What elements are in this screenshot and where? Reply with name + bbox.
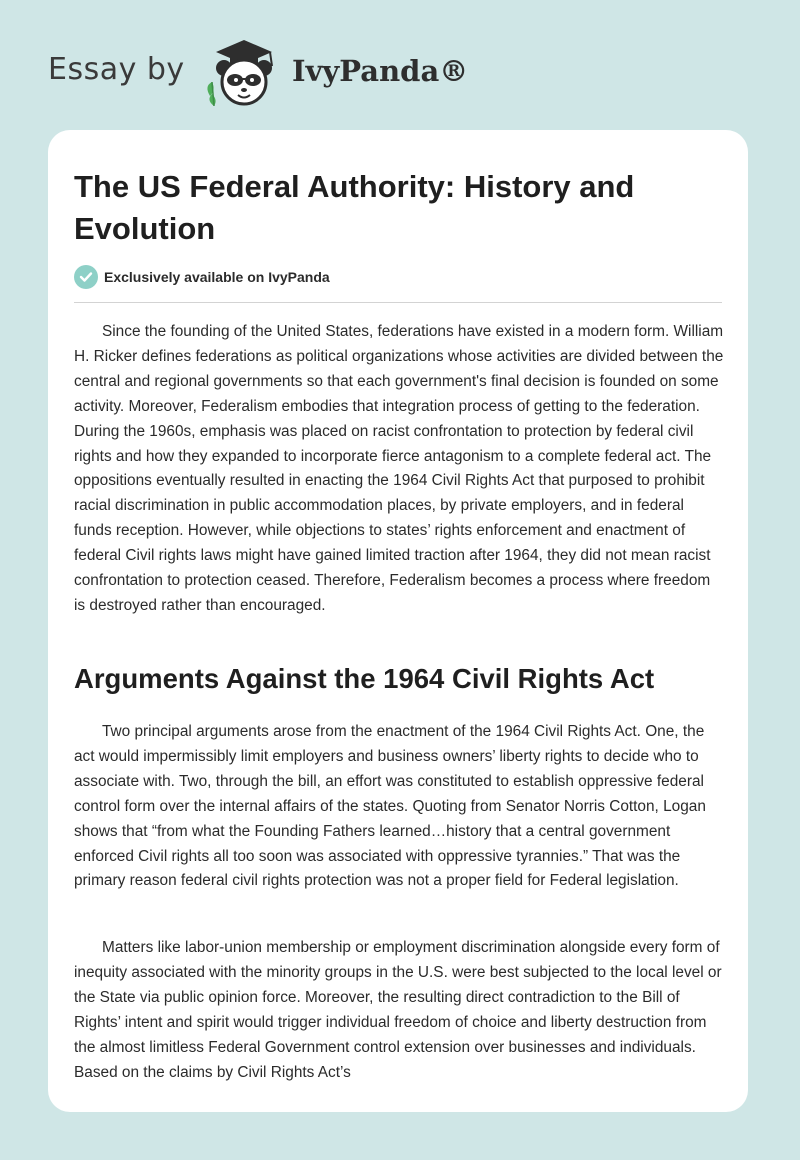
essay-title: The US Federal Authority: History and Evolution: [74, 169, 635, 246]
check-icon: [74, 265, 98, 289]
essay-by-label: Essay by: [48, 52, 185, 87]
panda-logo-icon[interactable]: [200, 36, 286, 108]
divider: [74, 302, 722, 303]
paragraph-arguments: Two principal arguments arose from the enactment of the 1964 Civil Rights Act. One, the act would impermissibly limit employers and business owners’ liberty rights to decide who to associate with. Two, through the bill, an effort was constituted to establish oppressive federal control form over the internal affairs of the states. Quoting from Senator Norris Cotton, Logan shows that “from what the Founding Fathers learned…history that a central government enforced Civil rights all too soon was associated with oppressive tyrannies.” That was the primary reason federal civil rights protection was not a proper field for Federal legislation.: [74, 723, 706, 890]
essay-card: [48, 130, 748, 1112]
site-header: [0, 0, 800, 130]
paragraph-intro: Since the founding of the United States, federations have existed in a modern form. William H. Ricker defines federations as political organizations whose activities are divided between the central and regional governments so that each government's final decision is founded on some activity. Moreover, Federalism embodies that integration process of getting to the federation. During the 1960s, emphasis was placed on racist confrontation to protection by federal civil rights and how they expanded to incorporate fierce antagonism to a complete federal act. The oppositions eventually resulted in enacting the 1964 Civil Rights Act that purposed to prohibit racial discrimination in public accommodation places, by private employers, and in federal funds reception. However, while objections to states’ rights enforcement and enactment of federal Civil rights laws might have gained limited traction after 1964, they did not mean racist confrontation to protection ceased. Therefore, Federalism becomes a process where freedom is destroyed rather than encouraged.: [74, 323, 724, 614]
paragraph-matters: Matters like labor-union membership or employment discrimination alongside every form of inequity associated with the minority groups in the U.S. were best subjected to the local level or the State via public opinion force. Moreover, the resulting direct contradiction to the Bill of Rights’ intent and spirit would trigger individual freedom of choice and liberty destruction from the almost limitless Federal Government control extension over businesses and individuals. Based on the claims by Civil Rights Act’s: [74, 939, 722, 1081]
brand-name[interactable]: IvyPanda®: [292, 54, 469, 88]
exclusive-badge-text: Exclusively available on IvyPanda: [104, 269, 330, 285]
section-heading: Arguments Against the 1964 Civil Rights Act: [74, 663, 655, 694]
exclusive-badge: [74, 264, 330, 290]
